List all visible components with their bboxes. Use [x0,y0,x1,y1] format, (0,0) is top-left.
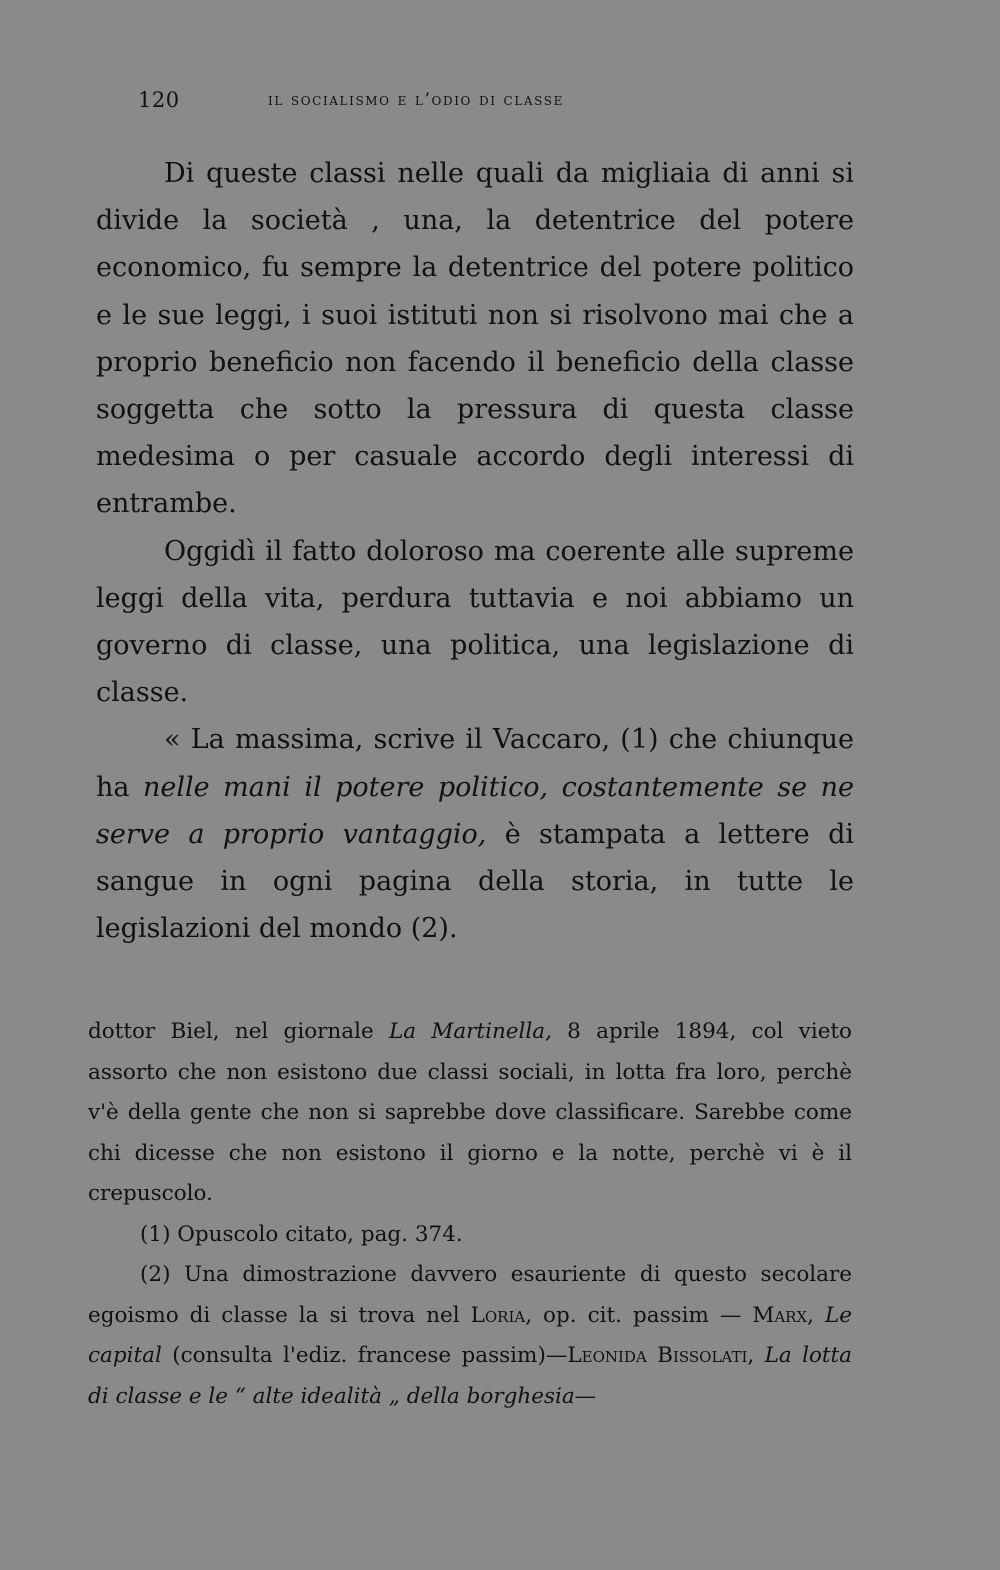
footnote-2-text-b: , op. cit. passim — [525,1302,753,1328]
paragraph-1: Di queste classi nelle quali da migliaia di anni si divide la società , una, la detentrice del potere economico, fu sempre la detentrice del potere politico e le sue leggi, i suoi istituti non si risolvono mai che a proprio beneficio non facendo il beneficio della classe soggetta che sotto la pressura di questa classe medesima o per casuale accordo degli interessi di entrambe. [96,158,854,520]
quote-end: è stampata a lettere di sangue in ogni pagina della storia, in tutte le legislazioni del mondo (2). [96,818,854,945]
author-bissolati: Leonida Bissolati [567,1343,748,1368]
quote-italic: nelle mani il potere politico, costantemente se ne serve a proprio vantaggio, [96,771,854,850]
footnote-2-text-a: (2) Una dimostrazione davvero esauriente di questo secolare egoismo di classe la si trova nel [88,1262,852,1328]
running-title: il socialismo e l’odio di classe [268,90,564,110]
footnote-continuation [88,1012,852,1215]
paragraph-2: Oggidì il fatto doloroso ma coerente alle supreme leggi della vita, perdura tuttavia e noi abbiamo un governo di classe, una politica, una legislazione di classe. [96,535,854,709]
footnote-1: (1) Opuscolo citato, pag. 374. [140,1221,463,1247]
title-le-capital: Le capital [88,1302,852,1368]
footnote-2-text-e: , [747,1343,765,1368]
running-head [138,88,698,120]
author-marx: Marx [752,1302,808,1328]
main-text [96,150,854,952]
footnote-cont-text-b: 8 aprile 1894, col vieto assorto che non esistono due classi sociali, in lotta fra loro, perchè v'è della gente che non si saprebbe dove classificare. Sarebbe come chi dicesse che non esistono il giorno e la notte, perchè vi è il crepuscolo. [88,1019,852,1206]
quote-start: « La massima, scrive il Vaccaro, (1) che chiunque ha [96,724,854,803]
footnotes [88,1012,852,1417]
footnote-2-text-c: , [807,1302,825,1328]
page-number: 120 [138,88,180,112]
footnote-cont-title: La Martinella, [388,1019,552,1044]
author-loria: Loria [470,1302,526,1328]
title-la-lotta-di-classe: La lotta di classe e le “ alte idealità „ della borghesia— [88,1343,852,1409]
paragraph-3 [96,716,854,952]
footnote-2 [88,1255,852,1417]
footnote-cont-text-a: dottor Biel, nel giornale [88,1019,389,1044]
footnote-2-text-d: (consulta l'ediz. francese passim)— [161,1343,568,1368]
